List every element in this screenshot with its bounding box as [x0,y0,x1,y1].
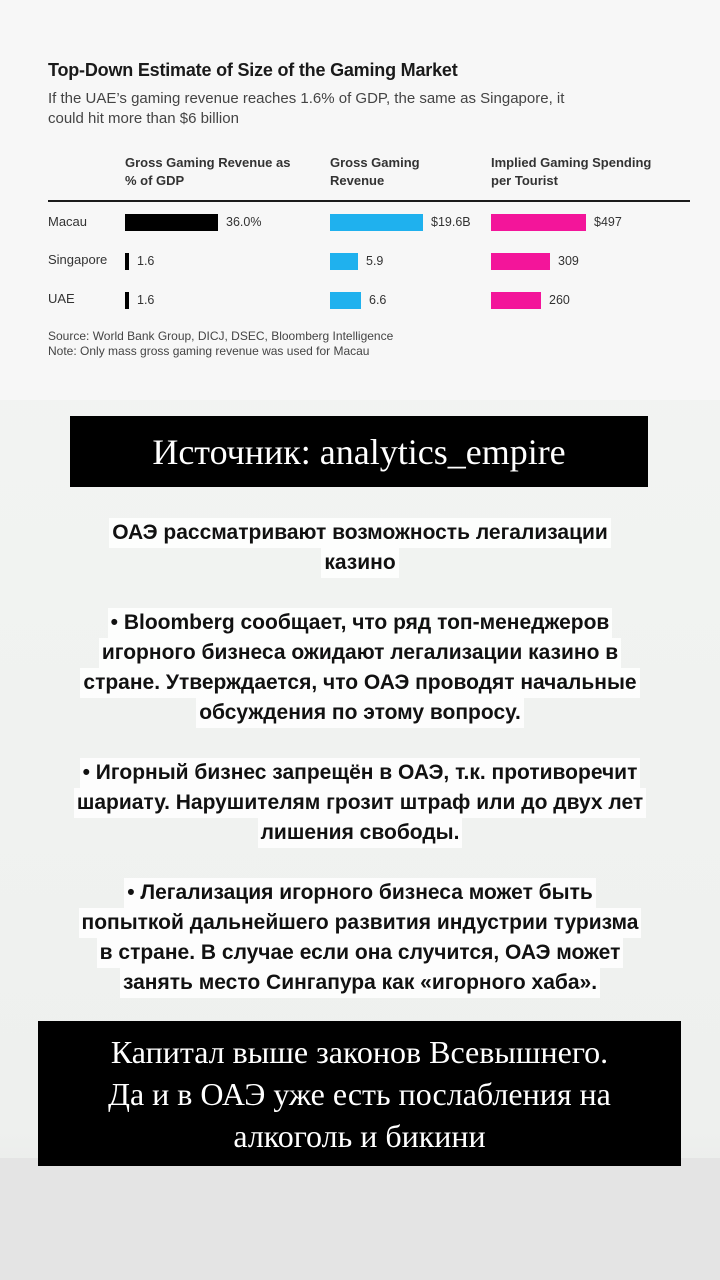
column-header-pct-gdp [125,154,290,190]
paragraph-line [30,788,690,818]
bottom-background-band [0,1158,720,1280]
header-rule [48,200,690,202]
comment-caption [38,1021,681,1166]
chart-subtitle-line: If the UAE’s gaming revenue reaches 1.6% of GDP, the same as Singapore, it [48,90,565,107]
column-header-line: % of GDP [125,173,185,188]
column-header-line: Revenue [330,173,385,188]
paragraph-line [30,818,690,848]
paragraph-text: лишения свободы. [258,818,463,848]
bar-rev-singapore [330,253,358,270]
column-header-revenue [330,154,420,190]
row-label-singapore: Singapore [48,252,108,267]
paragraph-text: стране. Утверждается, что ОАЭ проводят начальные [80,668,639,698]
paragraph-line [30,908,690,938]
paragraph-line [30,638,690,668]
column-header-line: Gross Gaming Revenue as [125,155,291,170]
paragraph-text: • Легализация игорного бизнеса может быть [124,878,596,908]
source-caption-text: Источник: analytics_empire [152,431,566,472]
article-headline [30,518,690,578]
chart-subtitle-line: could hit more than $6 billion [48,110,239,127]
paragraph-line [30,878,690,908]
headline-line [30,548,690,578]
paragraph-line [30,698,690,728]
paragraph-text: игорного бизнеса ожидают легализации казино в [99,638,621,668]
bar-label-spend-singapore: 309 [558,254,579,268]
article-paragraph-2 [30,758,690,848]
paragraph-text: обсуждения по этому вопросу. [196,698,524,728]
comment-line: алкоголь и бикини [233,1117,486,1154]
paragraph-line [30,938,690,968]
bar-pct-singapore [125,253,129,270]
paragraph-text: попыткой дальнейшего развития индустрии туризма [79,908,642,938]
row-label-uae: UAE [48,291,75,306]
bar-label-rev-uae: 6.6 [369,293,387,307]
chart-source-note: Source: World Bank Group, DICJ, DSEC, Bloomberg Intelligence [48,329,394,343]
paragraph-line [30,968,690,998]
bar-label-pct-macau: 36.0% [226,215,262,229]
source-caption [70,416,648,487]
headline-line [30,518,690,548]
paragraph-text: • Bloomberg сообщает, что ряд топ-менеджеров [108,608,613,638]
bar-spend-singapore [491,253,550,270]
headline-text: ОАЭ рассматривают возможность легализации [109,518,611,548]
paragraph-text: шариату. Нарушителям грозит штраф или до двух лет [74,788,646,818]
paragraph-text: занять место Сингапура как «игорного хаба». [120,968,600,998]
row-label-macau: Macau [48,214,88,229]
bar-label-spend-uae: 260 [549,293,570,307]
column-header-line: Gross Gaming [330,155,420,170]
chart-title: Top-Down Estimate of Size of the Gaming Market [48,60,458,80]
bar-rev-macau [330,214,423,231]
comment-line: Капитал выше законов Всевышнего. [110,1033,609,1070]
column-header-line: per Tourist [491,173,558,188]
paragraph-line [30,668,690,698]
chart-image [0,0,720,400]
article-paragraph-1 [30,608,690,728]
bar-spend-macau [491,214,586,231]
column-header-spending [491,154,651,190]
bar-spend-uae [491,292,541,309]
bar-rev-uae [330,292,361,309]
bar-pct-macau [125,214,218,231]
bar-label-pct-singapore: 1.6 [137,254,155,268]
chart-method-note: Note: Only mass gross gaming revenue was used for Macau [48,344,370,358]
headline-text: казино [321,548,398,578]
paragraph-text: в стране. В случае если она случится, ОАЭ может [97,938,624,968]
paragraph-line [30,608,690,638]
bar-label-rev-macau: $19.6B [431,215,471,229]
paragraph-text: • Игорный бизнес запрещён в ОАЭ, т.к. противоречит [80,758,641,788]
paragraph-line [30,758,690,788]
article-paragraph-3 [30,878,690,998]
bar-label-rev-singapore: 5.9 [366,254,384,268]
comment-line: Да и в ОАЭ уже есть послабления на [108,1075,611,1112]
chart-notes [48,329,393,359]
chart-subtitle [48,89,688,129]
bar-label-pct-uae: 1.6 [137,293,155,307]
column-header-line: Implied Gaming Spending [491,155,652,170]
bar-pct-uae [125,292,129,309]
bar-label-spend-macau: $497 [594,215,622,229]
